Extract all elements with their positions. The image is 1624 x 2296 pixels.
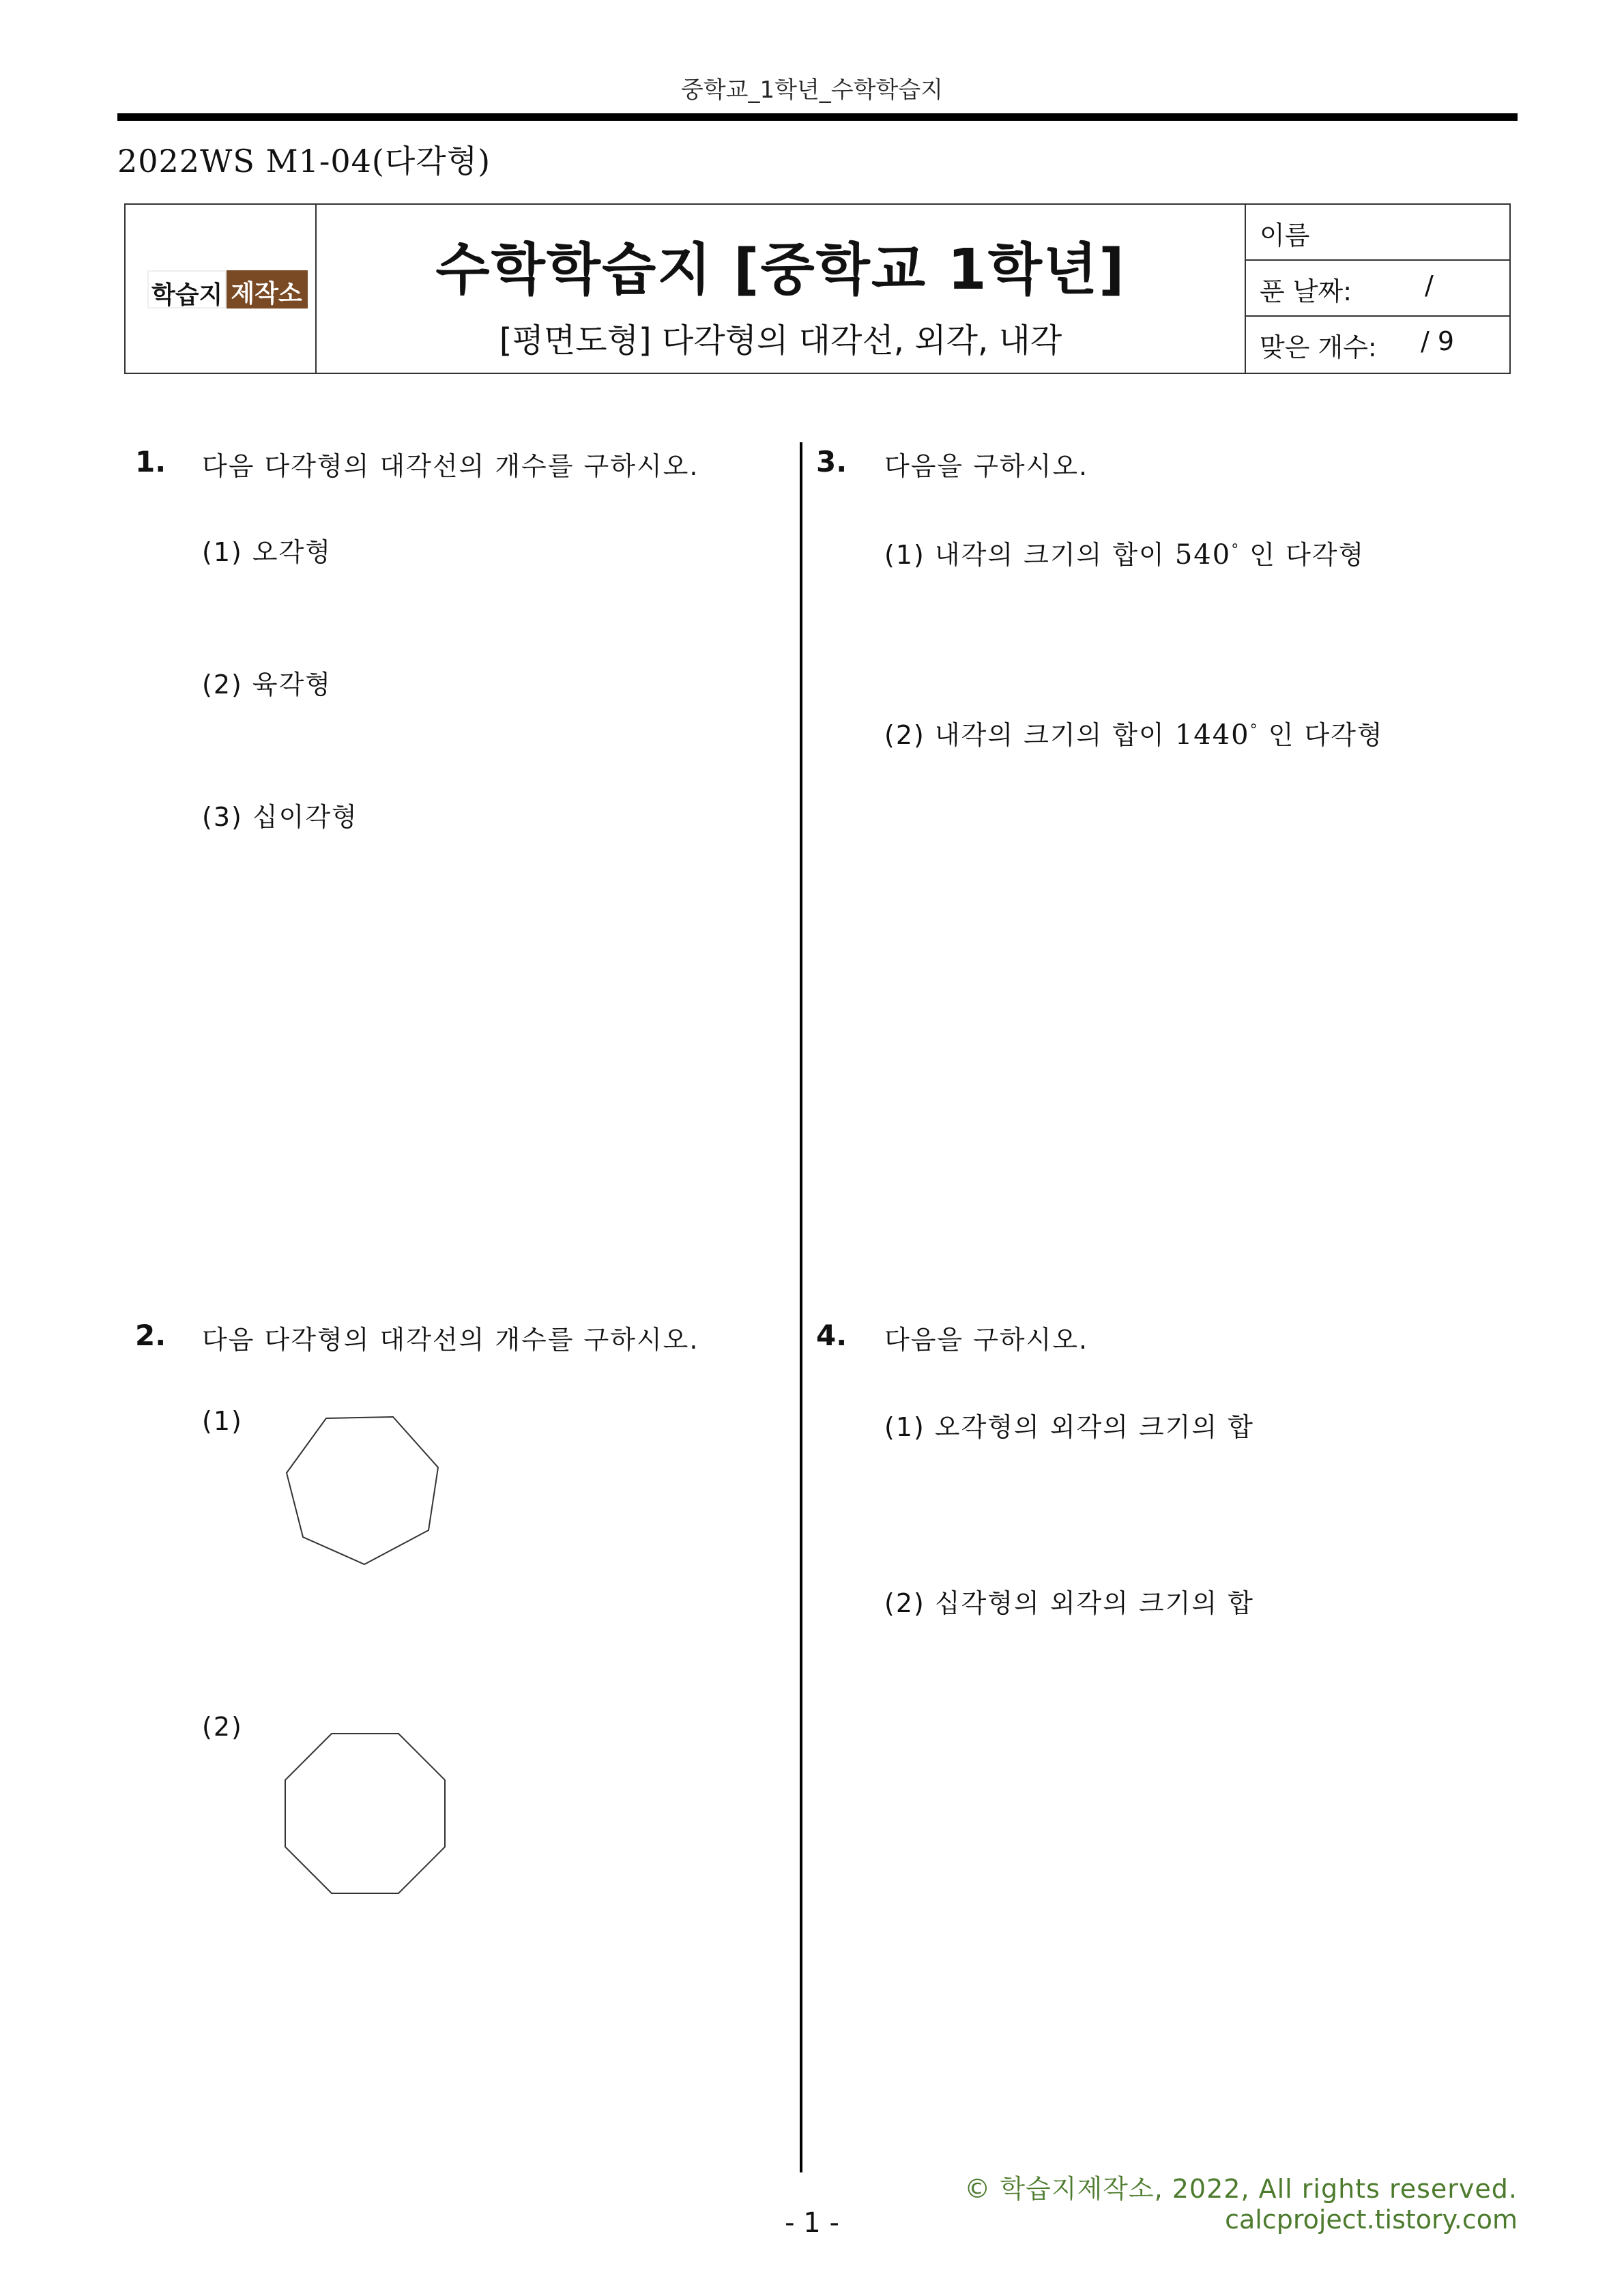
info-cell: [1245, 205, 1509, 373]
q1-text: 다음 다각형의 대각선의 개수를 구하시오.: [202, 451, 699, 481]
q1-number: 1.: [135, 445, 166, 478]
name-row: [1246, 205, 1511, 261]
score-label: 맞은 개수:: [1260, 332, 1377, 362]
q3-item-2-suffix: 인 다각형: [1268, 720, 1384, 750]
page-number: - 1 -: [785, 2207, 839, 2239]
name-label: 이름: [1260, 220, 1310, 250]
date-value: /: [1425, 270, 1434, 300]
q3-number: 3.: [816, 445, 847, 478]
running-header: 중학교_1학년_수학학습지: [680, 76, 944, 104]
date-label: 푼 날짜:: [1260, 276, 1352, 306]
q3-item-2: [884, 714, 1384, 751]
q4-item-1: (1) 오각형의 외각의 크기의 합: [884, 1412, 1254, 1442]
q3-item-2-prefix: (2) 내각의 크기의 합이: [884, 720, 1165, 750]
octagon-figure: [280, 1728, 450, 1899]
footer-copyright: © 학습지제작소, 2022, All rights reserved.: [964, 2174, 1518, 2204]
q2-item-1: (1): [202, 1406, 243, 1436]
q4-text: 다음을 구하시오.: [884, 1325, 1089, 1355]
q4-number: 4.: [816, 1319, 847, 1352]
q2-item-2: (2): [202, 1712, 243, 1742]
q4-item-2: (2) 십각형의 외각의 크기의 합: [884, 1588, 1254, 1618]
q3-item-1-value: 540: [1174, 539, 1232, 571]
header-rule: [117, 113, 1518, 121]
degree-symbol: °: [1249, 721, 1259, 739]
score-value: / 9: [1421, 326, 1455, 356]
logo: [147, 270, 308, 308]
q1-item-2: (2) 육각형: [202, 670, 332, 700]
q3-item-1: [884, 534, 1365, 571]
sub-title: [평면도형] 다각형의 대각선, 외각, 내각: [499, 321, 1062, 360]
main-title: 수학학습지 [중학교 1학년]: [435, 238, 1126, 302]
q2-number: 2.: [135, 1319, 166, 1352]
document-code: 2022WS M1-04(다각형): [117, 143, 491, 180]
logo-left-text: 학습지: [147, 270, 227, 308]
q3-item-1-suffix: 인 다각형: [1249, 540, 1365, 570]
logo-cell: [126, 205, 317, 373]
q1-item-3: (3) 십이각형: [202, 802, 358, 832]
degree-symbol: °: [1231, 541, 1241, 559]
heptagon-figure: [280, 1410, 444, 1574]
logo-right-text: 제작소: [227, 270, 307, 308]
footer-url: calcproject.tistory.com: [1225, 2205, 1518, 2235]
q2-text: 다음 다각형의 대각선의 개수를 구하시오.: [202, 1325, 699, 1355]
q3-item-1-prefix: (1) 내각의 크기의 합이: [884, 540, 1165, 570]
title-box: [124, 203, 1511, 374]
q3-text: 다음을 구하시오.: [884, 451, 1089, 481]
column-divider: [800, 442, 802, 2172]
score-row: [1246, 317, 1511, 373]
q3-item-2-value: 1440: [1174, 719, 1250, 751]
date-row: [1246, 261, 1511, 317]
q1-item-1: (1) 오각형: [202, 537, 332, 567]
